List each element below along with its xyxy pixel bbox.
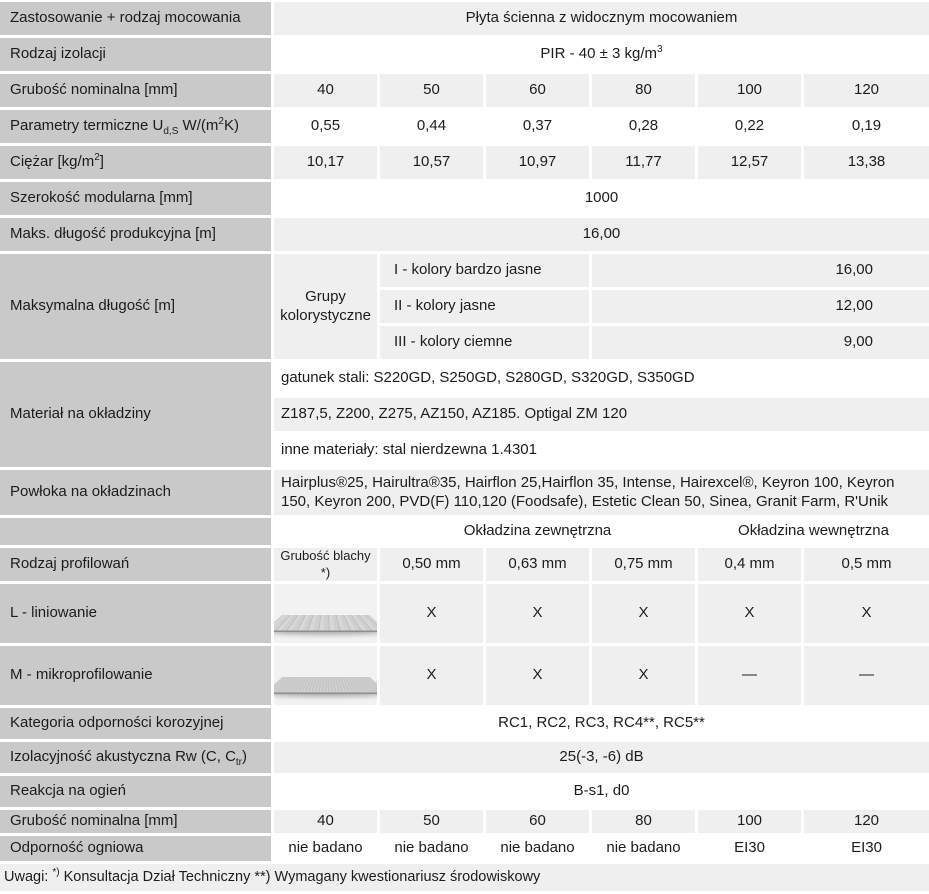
footnotes [0, 864, 929, 891]
thermal-label-text: Parametry termiczne $U_{d,S}$ $W/(m^2K)$ [10, 116, 239, 138]
fire-resistance-cell: nie badano [380, 836, 483, 861]
row-label-profiling: Rodzaj profilowań [0, 548, 271, 581]
row-label-fire-resistance: Odporność ogniowa [0, 836, 271, 861]
thickness2-cell: 120 [804, 810, 929, 833]
weight-cell: 10,57 [380, 146, 483, 179]
row-label-fire-reaction: Reakcja na ogień [0, 776, 271, 807]
thickness-cell: 60 [486, 74, 589, 107]
facing-material-line: inne materiały: stal nierdzewna 1.4301 [274, 434, 929, 467]
thickness2-cell: 80 [592, 810, 695, 833]
insulation-value-text: PIR - 40 ± 3 $kg/m^3$ [540, 44, 663, 63]
weight-cell: 11,77 [592, 146, 695, 179]
color-group-value: 16,00 [592, 254, 929, 287]
weight-cell: 10,17 [274, 146, 377, 179]
sheet-thickness-label-cell: Grubość blachy *) [274, 548, 377, 581]
row-label-microprofiling: M - mikroprofilowanie [0, 646, 271, 705]
lined-panel-surface [274, 615, 377, 632]
max-prod-length-value-cell: 16,00 [274, 218, 929, 251]
color-group-name: I - kolory bardzo jasne [380, 254, 589, 287]
thermal-cell: 0,37 [486, 110, 589, 143]
footnotes-text: Uwagi: *) Konsultacja Dział Techniczny **) Wymagany kwestionariusz środowiskowy [4, 867, 541, 886]
row-label-thermal [0, 110, 271, 143]
micro-mark-cell: X [486, 646, 589, 705]
lining-mark-cell: X [592, 584, 695, 643]
thickness-cell: 80 [592, 74, 695, 107]
fire-resistance-cell: EI30 [698, 836, 801, 861]
insulation-value-cell [274, 38, 929, 71]
fire-resistance-cell: nie badano [486, 836, 589, 861]
sheet-thickness-cell: 0,5 mm [804, 548, 929, 581]
thickness2-cell: 40 [274, 810, 377, 833]
sheet-thickness-cell: 0,75 mm [592, 548, 695, 581]
lined-panel-image [274, 589, 377, 635]
micro-mark-cell: X [592, 646, 695, 705]
row-label-insulation: Rodzaj izolacji [0, 38, 271, 71]
application-value-cell: Płyta ścienna z widocznym mocowaniem [274, 2, 929, 35]
thermal-cell: 0,55 [274, 110, 377, 143]
thickness-cell: 40 [274, 74, 377, 107]
fire-resistance-cell: nie badano [274, 836, 377, 861]
row-label-empty [0, 518, 271, 545]
thermal-cell: 0,44 [380, 110, 483, 143]
weight-cell: 13,38 [804, 146, 929, 179]
facing-material-line: Z187,5, Z200, Z275, AZ150, AZ185. Optigal ZM 120 [274, 398, 929, 431]
row-label-coating: Powłoka na okładzinach [0, 470, 271, 515]
modular-width-value-cell: 1000 [274, 182, 929, 215]
row-label-max-prod-length: Maks. długość produkcyjna [m] [0, 218, 271, 251]
row-label-modular-width: Szerokość modularna [mm] [0, 182, 271, 215]
micro-mark-cell: — [804, 646, 929, 705]
outer-facing-header: Okładzina zewnętrzna [380, 518, 695, 545]
row-label-facing-material: Materiał na okładziny [0, 362, 271, 467]
corrosion-value-cell: RC1, RC2, RC3, RC4**, RC5** [274, 708, 929, 739]
row-label-corrosion: Kategoria odporności korozyjnej [0, 708, 271, 739]
color-group-name: II - kolory jasne [380, 290, 589, 323]
thickness-cell: 50 [380, 74, 483, 107]
lined-panel-icon [274, 584, 377, 643]
fire-reaction-value-cell: B-s1, d0 [274, 776, 929, 807]
row-label-thickness: Grubość nominalna [mm] [0, 74, 271, 107]
microprofiled-panel-icon [274, 646, 377, 705]
micro-mark-cell: X [380, 646, 483, 705]
thermal-cell: 0,28 [592, 110, 695, 143]
empty-cell [274, 518, 377, 545]
lining-mark-cell: X [698, 584, 801, 643]
thickness2-cell: 50 [380, 810, 483, 833]
row-label-acoustic [0, 742, 271, 773]
facing-material-line: gatunek stali: S220GD, S250GD, S280GD, S320GD, S350GD [274, 362, 929, 395]
sheet-thickness-cell: 0,4 mm [698, 548, 801, 581]
lining-mark-cell: X [486, 584, 589, 643]
color-group-value: 12,00 [592, 290, 929, 323]
fire-resistance-cell: EI30 [804, 836, 929, 861]
lining-mark-cell: X [804, 584, 929, 643]
thickness2-cell: 100 [698, 810, 801, 833]
thickness2-cell: 60 [486, 810, 589, 833]
weight-label-text: Ciężar $[kg/m^2]$ [10, 152, 104, 171]
row-label-lining: L - liniowanie [0, 584, 271, 643]
fire-resistance-cell: nie badano [592, 836, 695, 861]
row-label-weight [0, 146, 271, 179]
thickness-cell: 120 [804, 74, 929, 107]
color-group-value: 9,00 [592, 326, 929, 359]
coating-value-cell: Hairplus®25, Hairultra®35, Hairflon 25,Hairflon 35, Intense, Hairexcel®, Keyron 100, Keyron 150, Keyron 200, PVD(F) 110,120 (Foodsafe), Estetic Clean 50, Sinea, Granit Farm, R'Unik [274, 470, 929, 515]
row-label-max-length: Maksymalna długość [m] [0, 254, 271, 359]
row-label-application: Zastosowanie + rodzaj mocowania [0, 2, 271, 35]
thermal-cell: 0,22 [698, 110, 801, 143]
thermal-cell: 0,19 [804, 110, 929, 143]
sheet-thickness-cell: 0,63 mm [486, 548, 589, 581]
sheet-thickness-cell: 0,50 mm [380, 548, 483, 581]
color-groups-cell: Grupy kolorystyczne [274, 254, 377, 359]
microprofiled-panel-surface [274, 677, 377, 694]
thickness-cell: 100 [698, 74, 801, 107]
inner-facing-header: Okładzina wewnętrzna [698, 518, 929, 545]
acoustic-label-text: Izolacyjność akustyczna Rw (C, $C_{tr}$) [10, 748, 248, 769]
microprofiled-panel-image [274, 651, 377, 697]
lining-mark-cell: X [380, 584, 483, 643]
weight-cell: 10,97 [486, 146, 589, 179]
color-group-name: III - kolory ciemne [380, 326, 589, 359]
acoustic-value-cell: 25(-3, -6) dB [274, 742, 929, 773]
weight-cell: 12,57 [698, 146, 801, 179]
row-label-thickness2: Grubość nominalna [mm] [0, 810, 271, 833]
micro-mark-cell: — [698, 646, 801, 705]
